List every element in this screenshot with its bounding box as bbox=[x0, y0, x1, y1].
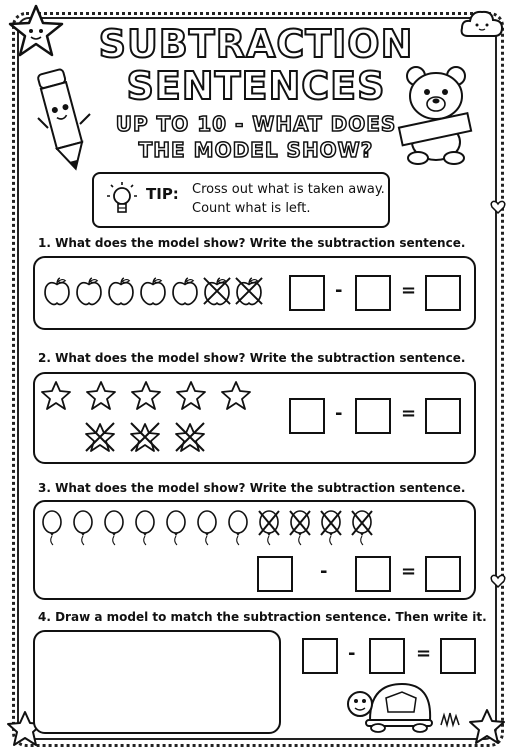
crossed-apple-icon bbox=[203, 276, 231, 306]
answer-box-left[interactable] bbox=[425, 275, 461, 311]
question-2: 2. What does the model show? Write the subtraction sentence. bbox=[38, 351, 466, 365]
crossed-balloon-icon bbox=[320, 510, 342, 546]
answer-box-left[interactable] bbox=[425, 398, 461, 434]
apple-icon bbox=[171, 276, 199, 306]
balloon-icon bbox=[72, 510, 94, 546]
question-2-panel bbox=[33, 372, 476, 464]
balloon-icon bbox=[227, 510, 249, 546]
tip-box bbox=[92, 172, 390, 228]
apple-icon bbox=[75, 276, 103, 306]
answer-box-left[interactable] bbox=[425, 556, 461, 592]
question-3-panel bbox=[33, 500, 476, 600]
lightbulb-icon bbox=[104, 180, 140, 220]
subtitle-line-2: THE MODEL SHOW? bbox=[138, 138, 374, 162]
crossed-star-icon bbox=[130, 422, 160, 452]
turtle-icon bbox=[346, 676, 438, 732]
heart-icon bbox=[490, 200, 506, 214]
star-icon bbox=[468, 708, 506, 746]
equals-sign: = bbox=[401, 280, 417, 301]
subtitle-line-1: UP TO 10 - WHAT DOES bbox=[115, 112, 397, 136]
minus-sign: - bbox=[335, 280, 343, 301]
title-line-1: SUBTRACTION bbox=[98, 22, 414, 66]
answer-box-taken[interactable] bbox=[355, 275, 391, 311]
question-1-panel bbox=[33, 256, 476, 330]
tip-label: TIP: bbox=[146, 185, 179, 203]
crossed-star-icon bbox=[175, 422, 205, 452]
apple-icon bbox=[43, 276, 71, 306]
question-1: 1. What does the model show? Write the subtraction sentence. bbox=[38, 236, 466, 250]
answer-box-total[interactable] bbox=[289, 275, 325, 311]
crossed-apple-icon bbox=[235, 276, 263, 306]
crossed-balloon-icon bbox=[351, 510, 373, 546]
star-icon bbox=[221, 380, 251, 410]
grass-icon bbox=[440, 712, 460, 726]
balloon-icon bbox=[41, 510, 63, 546]
apple-icon bbox=[107, 276, 135, 306]
answer-box-total[interactable] bbox=[257, 556, 293, 592]
drawing-area[interactable] bbox=[33, 630, 281, 734]
tip-text-1: Cross out what is taken away. bbox=[192, 182, 385, 197]
star-icon bbox=[131, 380, 161, 410]
answer-box-left[interactable] bbox=[440, 638, 476, 674]
heart-icon bbox=[490, 574, 506, 588]
answer-box-total[interactable] bbox=[289, 398, 325, 434]
star-icon bbox=[86, 380, 116, 410]
balloon-icon bbox=[134, 510, 156, 546]
star-icon bbox=[176, 380, 206, 410]
apple-icon bbox=[139, 276, 167, 306]
equals-sign: = bbox=[401, 561, 417, 582]
question-4: 4. Draw a model to match the subtraction sentence. Then write it. bbox=[38, 610, 487, 624]
title-line-2: SENTENCES bbox=[126, 64, 386, 108]
minus-sign: - bbox=[348, 643, 356, 664]
crossed-star-icon bbox=[85, 422, 115, 452]
question-3: 3. What does the model show? Write the subtraction sentence. bbox=[38, 481, 466, 495]
tip-text-2: Count what is left. bbox=[192, 201, 311, 216]
minus-sign: - bbox=[335, 403, 343, 424]
minus-sign: - bbox=[320, 561, 328, 582]
answer-box-taken[interactable] bbox=[369, 638, 405, 674]
balloon-icon bbox=[196, 510, 218, 546]
equals-sign: = bbox=[416, 643, 432, 664]
crossed-balloon-icon bbox=[258, 510, 280, 546]
equals-sign: = bbox=[401, 403, 417, 424]
answer-box-taken[interactable] bbox=[355, 398, 391, 434]
answer-box-total[interactable] bbox=[302, 638, 338, 674]
crossed-balloon-icon bbox=[289, 510, 311, 546]
answer-box-taken[interactable] bbox=[355, 556, 391, 592]
star-icon bbox=[41, 380, 71, 410]
balloon-icon bbox=[103, 510, 125, 546]
balloon-icon bbox=[165, 510, 187, 546]
